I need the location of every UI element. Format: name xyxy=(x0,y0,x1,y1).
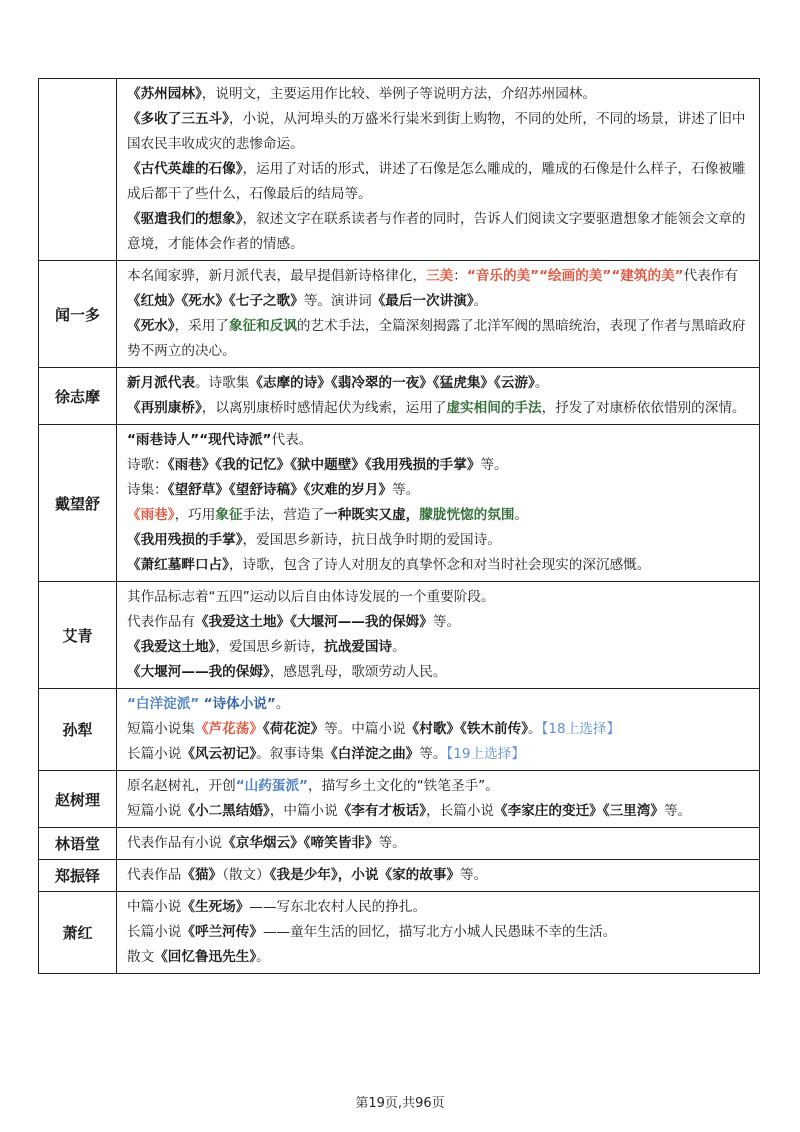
text-segment: 短篇小说 xyxy=(127,803,182,819)
text-segment: 《苏州园林》 xyxy=(127,86,202,102)
text-segment: 《雨巷》《我的记忆》《狱中题壁》《我用残损的手掌》 xyxy=(167,457,481,473)
exam-tag: 【19上选择】 xyxy=(446,746,525,762)
text-segment: 新月派代表 xyxy=(127,375,195,391)
text-segment: 象征和反讽 xyxy=(228,318,297,334)
text-segment: 三美 xyxy=(426,268,454,284)
text-segment: 《古代英雄的石像》 xyxy=(127,161,243,177)
text-segment: 。 xyxy=(275,696,290,712)
text-segment: ： xyxy=(453,268,467,284)
author-name-zhaoshuli: 赵树理 xyxy=(39,771,117,828)
works-cell xyxy=(117,582,760,689)
works-cell xyxy=(117,425,760,582)
table-row xyxy=(39,771,760,828)
work-line xyxy=(127,157,751,207)
work-line xyxy=(127,107,751,157)
text-segment: 《死水》 xyxy=(127,318,175,334)
text-segment: 《风云初记》 xyxy=(181,746,257,762)
work-line xyxy=(127,264,751,314)
text-segment: ——童年生活的回忆，描写北方小城人民愚昧不幸的生活。 xyxy=(262,924,617,940)
works-cell xyxy=(117,79,760,261)
work-line xyxy=(127,585,751,610)
text-segment: 象征 xyxy=(215,507,243,523)
work-line xyxy=(127,453,751,478)
page-number: 第19页,共96页 xyxy=(355,1096,445,1111)
text-segment: 《猫》 xyxy=(181,867,223,883)
text-segment: 朦胧恍惚的氛围 xyxy=(419,507,515,523)
text-segment: 等。 xyxy=(663,803,692,819)
author-name-aiqing: 艾青 xyxy=(39,582,117,689)
work-line xyxy=(127,610,751,635)
exam-tag: 【18上选择】 xyxy=(541,721,621,737)
work-line xyxy=(127,314,751,364)
author-name-daiwangshu: 戴望舒 xyxy=(39,425,117,582)
text-segment: ，以离别康桥时感情起伏为线索，运用了 xyxy=(201,400,447,416)
text-segment: ，采用了 xyxy=(174,318,229,334)
text-segment: 《雨巷》 xyxy=(127,507,175,523)
text-segment: 一种既实又虚， xyxy=(324,507,420,523)
text-segment: 等。 xyxy=(432,614,461,630)
text-segment: 《萧红墓畔口占》 xyxy=(127,557,229,573)
text-segment: 手法，营造了 xyxy=(242,507,325,523)
text-segment: 《村歌》《铁木前传》 xyxy=(405,721,529,737)
work-line xyxy=(127,503,751,528)
text-segment: 《望舒草》《望舒诗稿》《灾难的岁月》 xyxy=(167,482,393,498)
work-line xyxy=(127,478,751,503)
text-segment: 。 xyxy=(514,507,529,523)
text-segment: ，巧用 xyxy=(174,507,216,523)
text-segment: 等。 xyxy=(480,457,508,473)
works-cell xyxy=(117,368,760,425)
text-segment: 。 xyxy=(528,721,542,737)
text-segment: 代表作品有 xyxy=(127,614,195,630)
text-segment: 《京华烟云》《啼笑皆非》 xyxy=(222,835,379,851)
text-segment: 《呼兰河传》 xyxy=(181,924,263,940)
text-segment: 代表作品 xyxy=(127,867,182,883)
text-segment: 中篇小说 xyxy=(127,899,182,915)
text-segment: 诗集： xyxy=(127,482,168,498)
text-segment: 的艺术手法，全篇深刻揭露了北洋军阀的黑暗统治，表现了作者与黑暗政府势不两立的决心。 xyxy=(127,318,746,359)
author-name-linyutang: 林语堂 xyxy=(39,828,117,860)
text-segment: 《再别康桥》 xyxy=(127,400,202,416)
text-segment: ，爱国思乡新诗， xyxy=(215,639,325,655)
text-segment: 等。 xyxy=(419,746,447,762)
text-segment: 原名赵树礼，开创 xyxy=(127,778,236,794)
text-segment: 《我是少年》，小说《家的故事》 xyxy=(269,867,461,883)
text-segment: 《我爱这土地》 xyxy=(127,639,216,655)
work-line xyxy=(127,831,751,856)
works-cell xyxy=(117,771,760,828)
text-segment: ，说明文，主要运用作比较、举例子等说明方法，介绍苏州园林。 xyxy=(201,86,596,102)
table-row xyxy=(39,860,760,892)
work-line xyxy=(127,635,751,660)
text-segment: 等。 xyxy=(392,482,420,498)
text-segment: 。 xyxy=(473,293,488,309)
text-segment: “山药蛋派” xyxy=(235,778,308,794)
author-name-xiaohong: 萧红 xyxy=(39,892,117,974)
text-segment: 《生死场》 xyxy=(181,899,250,915)
work-line xyxy=(127,207,751,257)
text-segment: ——写东北农村人民的挣扎。 xyxy=(249,899,427,915)
text-segment: 短篇小说集 xyxy=(127,721,195,737)
work-line xyxy=(127,396,751,421)
work-line xyxy=(127,945,751,970)
text-segment: 本名闻家骅，新月派代表，最早提倡新诗格律化， xyxy=(127,268,427,284)
text-segment: ，描写乡土文化的“铁笔圣手”。 xyxy=(308,778,499,794)
text-segment: 《白洋淀之曲》 xyxy=(324,746,420,762)
table-row xyxy=(39,892,760,974)
work-line xyxy=(127,660,751,685)
text-segment: 。 xyxy=(392,639,406,655)
text-segment: “音乐的美”“绘画的美”“建筑的美” xyxy=(466,268,684,284)
text-segment: 等。 xyxy=(460,867,488,883)
text-segment: 诗歌： xyxy=(127,457,168,473)
text-segment: 《大堰河——我的保姆》 xyxy=(127,664,270,680)
table-row xyxy=(39,828,760,860)
text-segment: “白洋淀派” xyxy=(127,696,200,712)
work-line xyxy=(127,863,751,888)
text-segment: 《志摩的诗》《翡冷翠的一夜》《猛虎集》《云游》 xyxy=(249,375,535,391)
text-segment: 代表作品有小说 xyxy=(127,835,223,851)
work-line xyxy=(127,82,751,107)
text-segment: 《我用残损的手掌》 xyxy=(127,532,243,548)
text-segment: 《李家庄的变迁》《三里湾》 xyxy=(494,803,664,819)
text-segment: 等。 xyxy=(378,835,406,851)
authors-table xyxy=(38,78,760,974)
text-segment: 。诗歌集 xyxy=(194,375,250,391)
text-segment: ，诗歌，包含了诗人对朋友的真挚怀念和对当时社会现实的深沉感慨。 xyxy=(228,557,651,573)
work-line xyxy=(127,528,751,553)
work-line xyxy=(127,371,751,396)
text-segment: “雨巷诗人”“现代诗派” xyxy=(127,432,272,448)
text-segment: 散文 xyxy=(127,949,155,965)
text-segment: 等。演讲词 xyxy=(303,293,372,309)
works-cell xyxy=(117,860,760,892)
text-segment: ，抒发了对康桥依依惜别的深情。 xyxy=(541,400,746,416)
text-segment: 《我爱这土地》《大堰河——我的保姆》 xyxy=(194,614,433,630)
text-segment: 《最后一次讲演》 xyxy=(371,293,474,309)
work-line xyxy=(127,774,751,799)
text-segment: 抗战爱国诗 xyxy=(324,639,393,655)
text-segment: 《荷花淀》 xyxy=(262,721,325,737)
text-segment: 等。中篇小说 xyxy=(324,721,406,737)
text-segment: ，叙述文字在联系读者与作者的同时，告诉人们阅读文字要驱遣想象才能领会文章的意境，才能体会作者的情感。 xyxy=(127,211,746,252)
work-line xyxy=(127,920,751,945)
author-name-xuzhimo: 徐志摩 xyxy=(39,368,117,425)
author-name-sunli: 孙犁 xyxy=(39,689,117,771)
text-segment: “诗体小说” xyxy=(203,696,276,712)
table-row xyxy=(39,582,760,689)
text-segment: 《李有才板话》 xyxy=(337,803,427,819)
text-segment: ，中篇小说 xyxy=(269,803,338,819)
text-segment: 《多收了三五斗》 xyxy=(127,111,229,127)
text-segment: 《小二黑结婚》 xyxy=(181,803,270,819)
text-segment: 其作品标志着“五四”运动以后自由体诗发展的一个重要阶段。 xyxy=(127,589,495,605)
author-name-cell xyxy=(39,79,117,261)
text-segment: 。叙事诗集 xyxy=(256,746,325,762)
text-segment: 《回忆鲁迅先生》 xyxy=(154,949,257,965)
text-segment: 《驱遣我们的想象》 xyxy=(127,211,243,227)
work-line xyxy=(127,692,751,717)
table-row xyxy=(39,425,760,582)
work-line xyxy=(127,717,751,742)
works-cell xyxy=(117,892,760,974)
text-segment: 代表。 xyxy=(271,432,313,448)
work-line xyxy=(127,799,751,824)
text-segment: ，感恩乳母，歌颂劳动人民。 xyxy=(269,664,447,680)
text-segment: 长篇小说 xyxy=(127,924,182,940)
text-segment: 。 xyxy=(256,949,270,965)
works-cell xyxy=(117,261,760,368)
author-name-wenyiduo: 闻一多 xyxy=(39,261,117,368)
text-segment: 《芦花荡》 xyxy=(194,721,263,737)
text-segment: 代表作有 xyxy=(683,268,738,284)
text-segment: 。 xyxy=(534,375,549,391)
table-row xyxy=(39,79,760,261)
text-segment: ，小说，从河埠头的万盛米行粜米到街上购物，不同的处所，不同的场景，讲述了旧中国农民丰收成灾的悲惨命运。 xyxy=(127,111,746,152)
work-line xyxy=(127,742,751,767)
text-segment: 《红烛》《死水》《七子之歌》 xyxy=(127,293,304,309)
work-line xyxy=(127,895,751,920)
text-segment: （散文） xyxy=(222,867,270,883)
works-cell xyxy=(117,828,760,860)
text-segment: ，爱国思乡新诗，抗日战争时期的爱国诗。 xyxy=(242,532,501,548)
text-segment: 长篇小说 xyxy=(127,746,182,762)
author-name-zhengzhenduo: 郑振铎 xyxy=(39,860,117,892)
table-row xyxy=(39,368,760,425)
table-row xyxy=(39,261,760,368)
works-cell xyxy=(117,689,760,771)
work-line xyxy=(127,553,751,578)
text-segment: 虚实相间的手法 xyxy=(446,400,542,416)
text-segment: ，长篇小说 xyxy=(426,803,495,819)
work-line xyxy=(127,428,751,453)
text-segment: ，运用了对话的形式，讲述了石像是怎么雕成的，雕成的石像是什么样子，石像被雕成后都干了些什么，石像最后的结局等。 xyxy=(127,161,746,202)
table-row xyxy=(39,689,760,771)
